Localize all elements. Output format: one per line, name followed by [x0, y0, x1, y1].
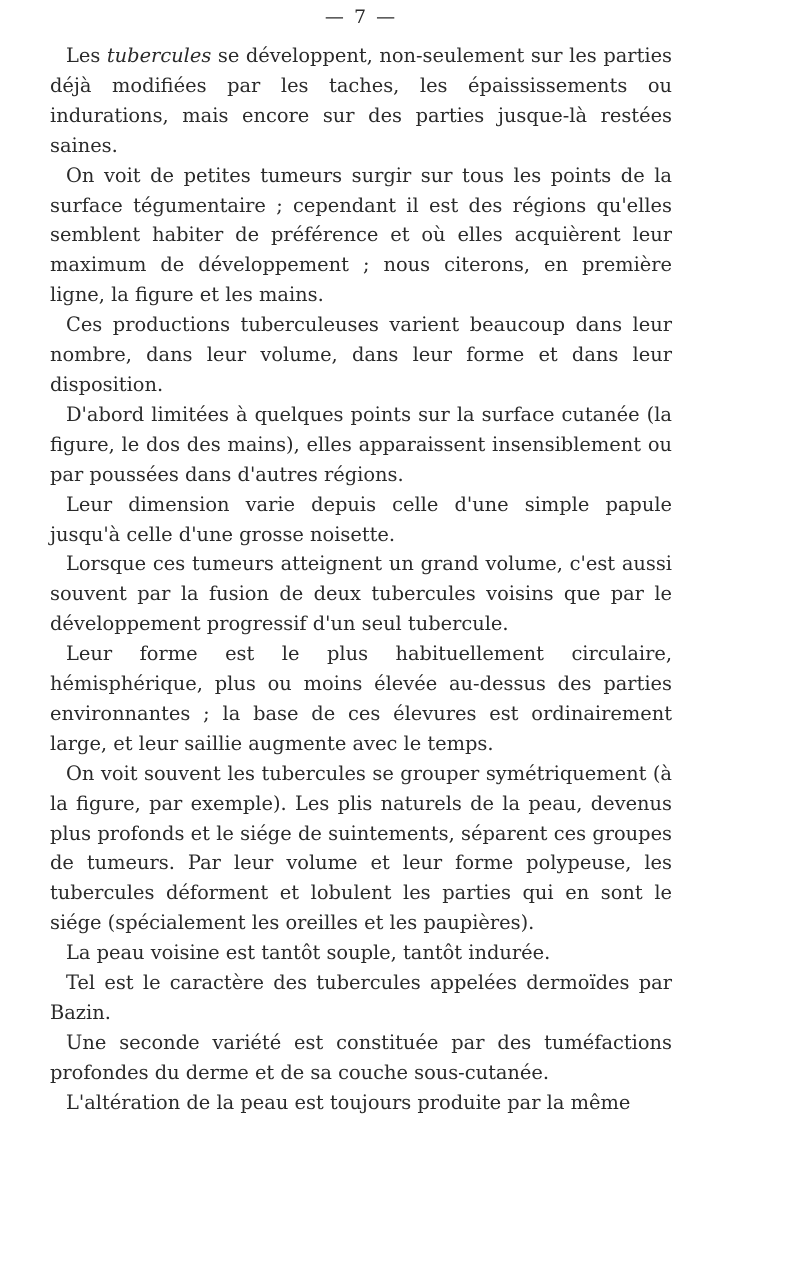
paragraph-7: Leur forme est le plus habituellement circulaire, hémisphérique, plus ou moins élevée au-dessus des parties environnantes ; la base de ces élevures est ordinairement large, et leur saillie augmente avec le temps. — [50, 642, 672, 755]
paragraph-2: On voit de petites tumeurs surgir sur tous les points de la surface tégumentaire ; cependant il est des régions qu'elles semblent habiter de préférence et où elles acquièrent leur maximum de développement ; nous citerons, en première ligne, la figure et les mains. — [50, 163, 672, 307]
italic-term-tubercules: tubercules — [106, 44, 212, 67]
page-body — [50, 41, 672, 1118]
paragraph-11: Une seconde variété est constituée par des tuméfactions profondes du derme et de sa couche sous-cutanée. — [50, 1030, 672, 1084]
paragraph-1 — [50, 41, 672, 161]
paragraph-5: Leur dimension varie depuis celle d'une simple papule jusqu'à celle d'une grosse noisette. — [50, 492, 672, 546]
paragraph-4: D'abord limitées à quelques points sur la surface cutanée (la figure, le dos des mains), elles apparaissent insensiblement ou par poussées dans d'autres régions. — [50, 402, 672, 486]
paragraph-1-text: se développent, non-seulement sur les parties déjà modifiées par les taches, les épaississements ou indurations, mais encore sur des parties jusque-là restées saines. — [50, 44, 672, 157]
paragraph-6: Lorsque ces tumeurs atteignent un grand volume, c'est aussi souvent par la fusion de deux tubercules voisins que par le développement progressif d'un seul tubercule. — [50, 552, 672, 636]
paragraph-1-prefix: Les — [66, 44, 107, 67]
paragraph-12: L'altération de la peau est toujours produite par la même — [66, 1090, 631, 1114]
page-number: — 7 — — [324, 6, 398, 28]
paragraph-8: On voit souvent les tubercules se grouper symétriquement (à la figure, par exemple). Les plis naturels de la peau, devenus plus profonds et le siége de suintements, séparent ces groupes de tumeurs. Par leur volume et leur forme polypeuse, les tubercules déforment et lobulent les parties qui en sont le siége (spécialement les oreilles et les paupières). — [50, 761, 672, 935]
paragraph-9: La peau voisine est tantôt souple, tantôt indurée. — [66, 941, 551, 965]
paragraph-3: Ces productions tuberculeuses varient beaucoup dans leur nombre, dans leur volume, dans leur forme et dans leur disposition. — [50, 313, 672, 396]
paragraph-10: Tel est le caractère des tubercules appelées dermoïdes par Bazin. — [50, 971, 672, 1024]
